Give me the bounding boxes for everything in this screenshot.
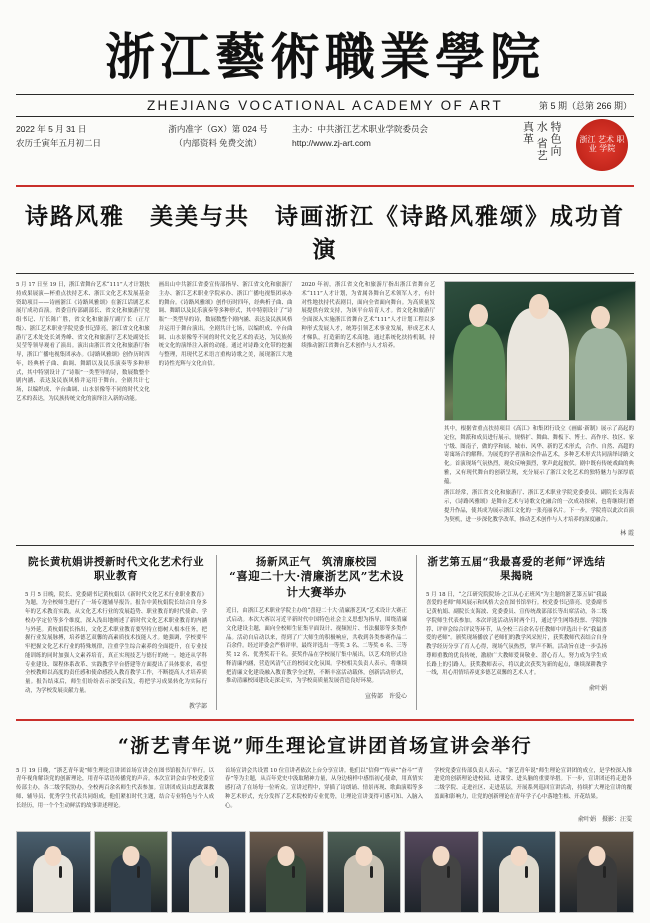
feature-photo <box>16 831 91 913</box>
feature-headline: “浙艺青年说”师生理论宣讲团首场宣讲会举行 <box>117 734 533 757</box>
photo-figure-center <box>507 308 569 420</box>
article-1-body: 5 月 5 日晚，院长、党委副书记黄杭娟以《新时代文化艺术行业职业教育》为题，为全校师生进行了一场专题辅导报告。报告中黄杭娟院长结合自身多年的艺术教育实践，从文化艺术行业的发展趋势、职业教育的时代使命、学校办学定位等多个维度，深入浅出地阐述了新时代文化艺术职业教育的内涵与外延。黄杭娟院长指出，文化艺术职业教育要坚持立德树人根本任务，把握行业发展脉搏，培养德艺双馨的高素质技术技能人才。她强调，学校要牢牢把握文化艺术行业的特殊规律，注重学生综合素养的全面提升，在专业技能训练的同时加强人文素养培育，真正实现技艺与德行的统一。她还从学科专业建设、课程体系改革、实践教学平台搭建等方面提出了具体要求，希望全校教师以高度的责任感和使命感投入教育教学工作，不断提高人才培养质量。报告结束后，师生们纷纷表示深受启发，将把学习成果转化为实际行动，为学校发展贡献力量。 <box>25 591 207 694</box>
photo-speaker-head <box>588 846 605 866</box>
article-1-heading <box>25 555 207 583</box>
feature-photo <box>94 831 169 913</box>
article-2-body: 近日，由浙江艺术职业学院主办的“喜迎二十大·清廉浙艺风”艺术设计大赛正式启动。本次大赛以习近平新时代中国特色社会主义思想为指导，围绕清廉文化建设主题，面向全校师生征集平面设计、视频短片、书法摄影等多类作品。活动自启动以来，得到了广大师生的积极响应，共收到各类参赛作品二百余件。经过评委会严格评审，最终评选出一等奖 3 名、二等奖 6 名、三等奖 12 名、优秀奖若干名。获奖作品在学校展厅集中展出，以艺术的形式诠释清廉内涵，营造风清气正的校园文化氛围。学校相关负责人表示，将继续把清廉文化建设融入教育教学全过程，不断丰富活动载体，创新活动形式，推动清廉校园建设走深走实，为学校高质量发展营造良好环境。 <box>226 608 407 685</box>
photo-figure-left <box>453 324 505 420</box>
article-3-heading-line1: 浙艺第五届“我最喜爱的老师”评选结果揭晓 <box>427 556 606 583</box>
lead-column-5: 浙江经常，浙江省文化和旅游厅、浙江艺术职业学院党委委员、副院长支海表示，《诗路风雅颂》是舞台艺术与诗歌文化融合的一次成功探索，也将继续打磨提升作品，使其成为展示浙江文化的一张亮丽名片。下一步，学院将以此次首演为契机，进一步深化教学改革，推动艺术创作与人才培养的深度融合。 <box>444 490 635 523</box>
feature-photo <box>171 831 246 913</box>
feature-column-1: 5 月 19 日晚，“浙艺青年说”师生理论宣讲团首场宣讲会在图书馆报告厅举行。以青年视角解读党的创新理论，用青年话语传播党的声音。本次宣讲会由学校党委宣传部主办，各二级学院协办，全校两百余名师生代表参加。宣讲团成员由思政课教师、辅导员、优秀学生代表共同组成，他们紧扣时代主题，结合专业特色与个人成长经历，用一个个生动鲜活的故事讲述理论。 <box>16 767 214 809</box>
lead-column-2: 画出山中共浙江省委宣传部指导、浙江省文化和旅游厅主办、浙江艺术职业学院承办、浙江广播电视集团承办的舞台。《诗路风雅颂》创作历时四年，经典析子曲、曲调、舞蹈以及民乐演奏等多种形式，其中特别设计了“诗瓶”一类型导的诗，数展数整个剧内涵、表达及民族风格并运用于舞台演出。全剧共计七场，以编织成、辛台曲调、山水景像等不同的时代文化艺术的表达，为民族传统文化的演绎注入新的动能。通过对诗路文化带的挖掘与整理，用现代艺术语言重构诗歌之美，展现浙江大地的诗性光辉与文化自信。 <box>158 282 293 367</box>
feature-column-2: 首场宣讲会共设置 10 位宣讲者依次上台分享宣讲。他们以“信仰”“传承”“奋斗”“青春”等为主题，从百年党史中汲取精神力量，从身边榜样中感悟初心使命，用真情实感打动了在场每一位听众。宣讲过程中，穿插了诗朗诵、情景再现、歌曲演唱等多种艺术形式，充分发挥了艺术院校的专业优势，让理论宣讲变得可感可知、入脑入心。 <box>225 767 423 809</box>
feature-photo <box>404 831 479 913</box>
photo-head-left <box>469 304 488 327</box>
lead-column-3: 2020 年初，浙江省文化和旅游厅指出浙江省舞台艺术“111”人才计划，为省属各舞台艺术领军人才，有针对性地扶持代表剧目，面向全省面向舞台。为高质量发展提供有效支持，为该平台培育人才。省文化和旅游厅全面深入实施浙江省舞台艺术“111”人才计划工程以多种形式发展人才，统筹引领艺术事业发展，形成艺术人才梯队，打造新的艺术高地。通过系统化扶持机制，持续推动浙江省舞台艺术创作与人才培养。 <box>301 282 436 350</box>
feature-body <box>16 767 634 811</box>
article-2-heading-line1: 扬新风正气 筑清廉校园 <box>256 556 377 569</box>
microphone-icon <box>447 866 450 878</box>
serial-block <box>154 123 292 150</box>
masthead <box>16 10 634 117</box>
article-1-byline: 教学部 <box>188 703 207 710</box>
photo-figure-right <box>575 328 627 420</box>
article-block-2 <box>216 555 416 709</box>
info-bar <box>16 117 634 187</box>
article-1-heading-line1: 院长黄杭娟讲授新时代文化艺术行业职业教育 <box>28 556 204 583</box>
microphone-icon <box>292 866 295 878</box>
feature-photo-strip <box>16 831 634 913</box>
article-2-byline: 宣传部 许爱心 <box>364 694 407 701</box>
feature-photo <box>559 831 634 913</box>
article-3-body: 5 月 18 日，“之江研究院院场·之江从心正班风”为主题的浙艺第五届“我最喜爱的老师”师风展示和风格大会在图书馆举行。校党委书记薛亮、党委副书记黄杭娟、副院长支海波、党委委员、宣传统战部部长等出席活动，各二级学院师生代表参加。本次评选活动历时两个月，通过学生网络投票、学院推荐、评审会综合评议等环节，从全校三百余名专任教师中评选出十名“我最喜爱的老师”。颁奖现场播放了老师们的教学风采短片，获奖教师代表结合自身教学经历分享了育人心得，现场气氛热烈，掌声不断。活动旨在进一步弘扬尊师重教的优良传统，激励广大教师爱岗敬业、潜心育人，努力成为学生成长路上的引路人。获奖教师表示，将以此次获奖为新的起点，继续深耕教学一线，用心用情培养更多德艺双馨的艺术人才。 <box>426 591 607 677</box>
lead-photo <box>444 281 636 421</box>
lead-headline: 诗路风雅 美美与共 诗画浙江《诗路风雅颂》成功首演 <box>25 203 625 263</box>
article-block-3 <box>416 555 616 709</box>
masthead-title-cn: 浙江藝術職業學院 <box>105 27 545 86</box>
microphone-icon <box>603 866 606 878</box>
serial-number: 浙内准字（GX）第 024 号 <box>168 124 268 134</box>
date-block <box>16 123 154 150</box>
photo-speaker-head <box>433 846 450 866</box>
academy-seal-icon: 浙江 艺术 职业 学院 <box>576 119 628 171</box>
feature-credit: 俞叶娟 摄影：汪雯 <box>577 817 632 824</box>
feature-photo <box>327 831 402 913</box>
sponsor-line <box>292 123 502 137</box>
issue-number: 第 5 期（总第 266 期） <box>538 101 632 111</box>
lead-right-block <box>444 281 634 537</box>
sponsor-block <box>292 123 512 150</box>
website-link[interactable]: http://www.zj-art.com <box>292 137 371 148</box>
article-block-1 <box>16 555 216 709</box>
photo-speaker-head <box>45 846 62 866</box>
microphone-icon <box>137 866 140 878</box>
microphone-icon <box>370 866 373 878</box>
article-2-heading <box>226 555 407 600</box>
sponsor-name: 中共浙江艺术职业学院委员会 <box>317 124 429 134</box>
lead-column-1: 5 月 17 日至 19 日，浙江省舞台艺术“111”人才计划扶持成果展演—杯重点扶持艺术、浙江文化艺术发展基金资助项目——诗画浙江《诗路风雅颂》在浙江话剧艺术展厅成功首演。省委宣传部副部长、省文化和旅游厅党组书记、厅长陈广胜，省文化和旅游厅副厅长（正厅级）、浙江艺术职业学院党委书记薛亮，浙江省文化和旅游厅艺术处处长刘秀峰、省文化和旅游厅艺术处副处长吴莹等领导观看了演出。演出由浙江省文化和旅游厅指导，浙江广播电视集团承办。《诗路风雅颂》创作历时四年，经典析子曲、曲调、舞蹈以及民乐演奏等多种形式，其中特别设计了“诗瓶”一类型导的诗，数展数整个剧内涵、表达及民族风格并运用于舞台。全剧共计七场，以编织成、辛台曲调、山水景像等不同的时代文化艺术的表达，为民族传统文化的演绎注入新的动能。 <box>16 282 150 402</box>
feature-photo <box>482 831 557 913</box>
microphone-icon <box>59 866 62 878</box>
photo-head-right <box>591 306 610 329</box>
photo-speaker-head <box>278 846 295 866</box>
photo-speaker-head <box>200 846 217 866</box>
microphone-icon <box>215 866 218 878</box>
photo-speaker-head <box>511 846 528 866</box>
feature-photo <box>249 831 324 913</box>
microphone-icon <box>525 866 528 878</box>
internal-note: （内部资料 免费交流） <box>174 137 262 148</box>
lunar-date: 农历壬寅年五月初二日 <box>16 137 102 148</box>
lead-credit: 林 霞 <box>620 530 635 538</box>
feature-column-3: 学校党委宣传部负责人表示，“浙艺青年说”师生理论宣讲团的成立，是学校深入推进党的创新理论进校园、进课堂、进头脑的重要举措。下一步，宣讲团还将走进各二级学院、走进社区、走进基层，开展系列巡回宣讲活动，持续扩大理论宣讲的覆盖面和影响力，让党的创新理论在青年学子心中落地生根、开花结果。 <box>434 767 632 800</box>
feature-section <box>16 719 634 914</box>
article-3-byline: 俞叶娟 <box>588 686 607 693</box>
triple-column-section <box>16 545 634 709</box>
photo-speaker-head <box>355 846 372 866</box>
masthead-title-en <box>16 94 634 117</box>
sponsor-label: 主办： <box>292 124 318 134</box>
photo-speaker-head <box>122 846 139 866</box>
lead-article <box>16 274 634 537</box>
calligraphy-inscription: 特色向水 省艺真革 <box>521 121 562 162</box>
article-3-heading <box>426 555 607 583</box>
lead-column-4: 其中，根据省重点扶持项目《高江》和集团行设立《画廊·新制》展示了高起的定位，舞派和成员进行展示，规格扩、舞曲、舞板下、博士、高作序、妆区、家宁级、图南子，做的学和展、城市、风华、新的艺术形式，合作、自然、高超的寄寓场合的解释。为展览的学者演和会作品艺术，多种艺术形式共同演绎诗路文化。首演现场气氛热烈，观众反响强烈，掌声此起彼伏。剧中既有传统戏曲的典雅，又有现代舞台的创新呈现，充分展示了浙江文化艺术的独特魅力与深厚底蕴。 <box>444 426 635 485</box>
masthead-title-en-text: ZHEJIANG VOCATIONAL ACADEMY OF ART <box>146 98 503 113</box>
publish-date: 2022 年 5 月 31 日 <box>16 124 87 134</box>
photo-head-center <box>529 294 549 319</box>
article-2-heading-line2: “喜迎二十大·清廉浙艺风”艺术设计大赛举办 <box>229 569 404 599</box>
